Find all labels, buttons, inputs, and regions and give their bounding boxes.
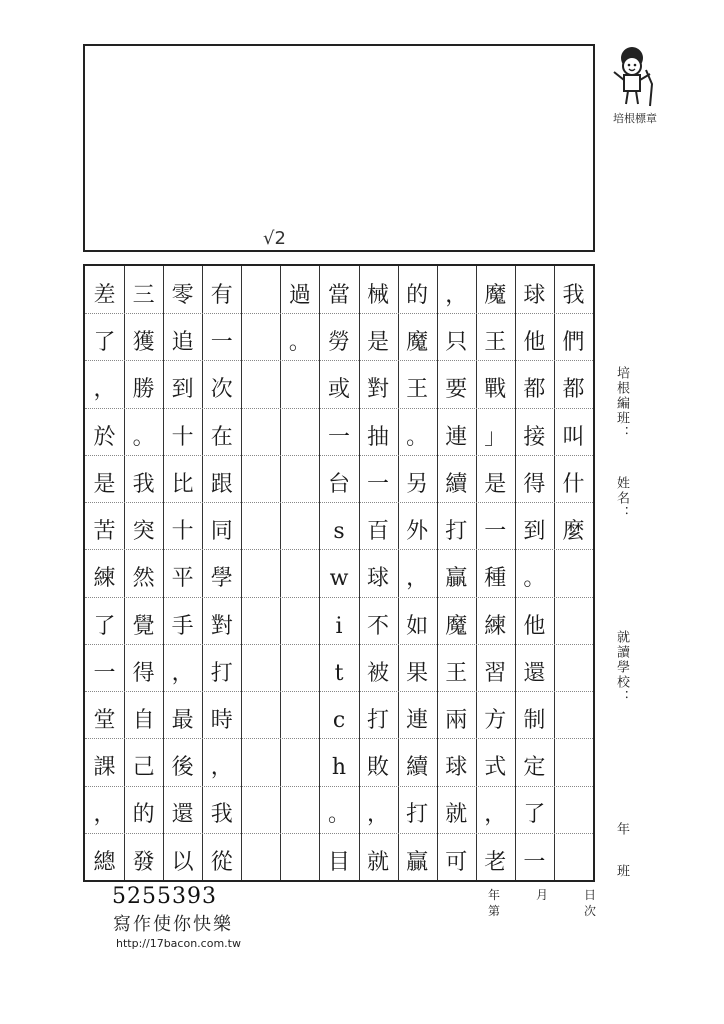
handwritten-char: ， bbox=[171, 660, 194, 686]
manuscript-column bbox=[281, 272, 319, 366]
handwritten-char: 百 bbox=[367, 519, 390, 545]
handwritten-char: ， bbox=[445, 283, 468, 308]
handwritten-char: 時 bbox=[210, 707, 233, 733]
handwritten-char: s bbox=[333, 519, 345, 545]
handwritten-char: 叫 bbox=[562, 424, 585, 450]
handwritten-char: 得 bbox=[132, 660, 155, 686]
handwritten-char: 不 bbox=[367, 613, 390, 639]
handwritten-char: 他 bbox=[523, 330, 546, 356]
handwritten-char: 打 bbox=[367, 707, 390, 733]
handwritten-char: 球 bbox=[445, 755, 468, 781]
handwritten-char: 被 bbox=[367, 660, 390, 686]
footer-number: 5255393 bbox=[112, 884, 217, 909]
handwritten-char: 獲 bbox=[132, 330, 155, 356]
handwritten-char: 他 bbox=[523, 613, 546, 639]
handwritten-char: 學 bbox=[210, 566, 233, 592]
handwritten-char: 練 bbox=[93, 566, 116, 592]
handwritten-char: t bbox=[334, 660, 344, 686]
ordinal-suffix-label: 次 bbox=[584, 904, 597, 918]
handwritten-char: 手 bbox=[171, 613, 194, 639]
handwritten-char: 以 bbox=[171, 849, 194, 875]
handwritten-char: 續 bbox=[445, 471, 468, 497]
handwritten-char: 還 bbox=[171, 802, 194, 828]
handwritten-char: 果 bbox=[406, 660, 429, 686]
name-label: 姓名： bbox=[614, 476, 629, 521]
handwritten-char: 是 bbox=[484, 471, 507, 497]
handwritten-char: w bbox=[329, 566, 349, 592]
handwritten-char: 定 bbox=[523, 755, 546, 781]
school-label: 就讀學校： bbox=[614, 630, 629, 705]
handwritten-char: 得 bbox=[523, 471, 546, 497]
handwritten-char: 十 bbox=[171, 424, 194, 450]
handwritten-char: 就 bbox=[367, 849, 390, 875]
scribble-mark: √2 bbox=[263, 228, 286, 249]
handwritten-char: 然 bbox=[132, 566, 155, 592]
handwritten-char: 打 bbox=[445, 519, 468, 545]
manuscript-column bbox=[359, 272, 397, 886]
handwritten-char: 比 bbox=[171, 471, 194, 497]
handwritten-char: 接 bbox=[523, 424, 546, 450]
handwritten-char: 魔 bbox=[484, 283, 507, 308]
handwritten-char: 一 bbox=[523, 849, 546, 875]
handwritten-char: 練 bbox=[484, 613, 507, 639]
handwritten-char: 了 bbox=[93, 613, 116, 639]
handwritten-char: 老 bbox=[484, 849, 507, 875]
handwritten-char: 總 bbox=[93, 849, 116, 875]
handwritten-char: 十 bbox=[171, 519, 194, 545]
manuscript-grid bbox=[83, 264, 595, 882]
handwritten-char: 最 bbox=[171, 707, 194, 733]
handwritten-char: 我 bbox=[132, 471, 155, 497]
handwritten-char: 械 bbox=[367, 283, 390, 308]
manuscript-column bbox=[437, 272, 475, 886]
handwritten-char: 台 bbox=[327, 471, 350, 497]
handwritten-char: 自 bbox=[132, 707, 155, 733]
boy-mascot-icon bbox=[606, 44, 658, 108]
handwritten-char: ， bbox=[484, 802, 507, 828]
top-blank-box bbox=[83, 44, 595, 252]
handwritten-char: 另 bbox=[406, 471, 429, 497]
handwritten-char: 發 bbox=[132, 849, 155, 875]
handwritten-char: 們 bbox=[562, 330, 585, 356]
manuscript-column bbox=[515, 272, 553, 886]
handwritten-char: 己 bbox=[132, 755, 155, 781]
handwritten-char: 」 bbox=[484, 424, 507, 450]
handwritten-char: ， bbox=[406, 566, 429, 592]
handwritten-char: 外 bbox=[406, 519, 429, 545]
footer-slogan: 寫作使你快樂 bbox=[113, 914, 233, 935]
handwritten-char: 王 bbox=[406, 377, 429, 403]
handwritten-char: 還 bbox=[523, 660, 546, 686]
handwritten-char: 連 bbox=[406, 707, 429, 733]
handwritten-char: 續 bbox=[406, 755, 429, 781]
handwritten-char: 或 bbox=[327, 377, 350, 403]
handwritten-char: 抽 bbox=[367, 424, 390, 450]
handwritten-char: ， bbox=[93, 802, 116, 828]
handwritten-char: c bbox=[332, 707, 346, 733]
handwritten-char: 式 bbox=[484, 755, 507, 781]
manuscript-column bbox=[164, 272, 202, 886]
handwritten-char: 什 bbox=[562, 471, 585, 497]
handwritten-char: 。 bbox=[288, 330, 311, 356]
handwritten-char: 都 bbox=[523, 377, 546, 403]
handwritten-char: 當 bbox=[327, 283, 350, 308]
handwritten-char: 敗 bbox=[367, 755, 390, 781]
handwritten-char: 打 bbox=[210, 660, 233, 686]
handwritten-char: 一 bbox=[93, 660, 116, 686]
handwritten-char: 勞 bbox=[327, 330, 350, 356]
handwritten-char: 的 bbox=[406, 283, 429, 308]
handwritten-char: 。 bbox=[406, 424, 429, 450]
ordinal-prefix-label: 第 bbox=[488, 904, 501, 918]
handwritten-char: 平 bbox=[171, 566, 194, 592]
handwritten-char: 了 bbox=[93, 330, 116, 356]
handwritten-char: 方 bbox=[484, 707, 507, 733]
handwritten-char: 的 bbox=[132, 802, 155, 828]
handwritten-char: 王 bbox=[445, 660, 468, 686]
handwritten-char: 一 bbox=[210, 330, 233, 356]
handwritten-char: 就 bbox=[445, 802, 468, 828]
handwritten-char: 魔 bbox=[445, 613, 468, 639]
footer-url[interactable]: http://17bacon.com.tw bbox=[116, 937, 241, 950]
handwritten-char: ， bbox=[367, 802, 390, 828]
handwritten-char: 我 bbox=[562, 283, 585, 308]
handwritten-char: 習 bbox=[484, 660, 507, 686]
handwritten-char: 贏 bbox=[406, 849, 429, 875]
handwritten-char: 對 bbox=[210, 613, 233, 639]
handwritten-char: 苦 bbox=[93, 519, 116, 545]
handwritten-char: 次 bbox=[210, 377, 233, 403]
handwritten-char: 一 bbox=[367, 471, 390, 497]
handwritten-char: 一 bbox=[484, 519, 507, 545]
handwritten-char: 後 bbox=[171, 755, 194, 781]
day-label: 日 bbox=[584, 888, 597, 902]
handwritten-char: 要 bbox=[445, 377, 468, 403]
handwritten-char: 堂 bbox=[93, 707, 116, 733]
handwritten-char: 突 bbox=[132, 519, 155, 545]
manuscript-column bbox=[203, 272, 241, 886]
handwritten-char: 麼 bbox=[562, 519, 585, 545]
month-label: 月 bbox=[536, 888, 549, 902]
handwritten-char: i bbox=[335, 613, 343, 639]
handwritten-char: 可 bbox=[445, 849, 468, 875]
class-unit-label: 班 bbox=[614, 864, 629, 879]
handwritten-char: 戰 bbox=[484, 377, 507, 403]
handwritten-char: 我 bbox=[210, 802, 233, 828]
handwritten-char: 同 bbox=[210, 519, 233, 545]
manuscript-column bbox=[476, 272, 514, 886]
handwritten-char: ， bbox=[93, 377, 116, 403]
manuscript-column bbox=[398, 272, 436, 886]
handwritten-char: 零 bbox=[171, 283, 194, 308]
handwritten-char: 種 bbox=[484, 566, 507, 592]
grid-column-line bbox=[241, 266, 242, 880]
handwritten-char: 連 bbox=[445, 424, 468, 450]
grade-label: 年 bbox=[614, 822, 629, 837]
handwritten-char: 過 bbox=[288, 283, 311, 308]
handwritten-char: 於 bbox=[93, 424, 116, 450]
handwritten-char: 一 bbox=[327, 424, 350, 450]
handwritten-char: 王 bbox=[484, 330, 507, 356]
handwritten-char: 課 bbox=[93, 755, 116, 781]
handwritten-char: h bbox=[331, 755, 347, 781]
handwritten-char: ， bbox=[210, 755, 233, 781]
handwritten-char: 球 bbox=[523, 283, 546, 308]
handwritten-char: 覺 bbox=[132, 613, 155, 639]
handwritten-char: 打 bbox=[406, 802, 429, 828]
handwritten-char: 是 bbox=[93, 471, 116, 497]
handwritten-char: 了 bbox=[523, 802, 546, 828]
stamp-label: 培根標章 bbox=[613, 112, 657, 125]
handwritten-char: 兩 bbox=[445, 707, 468, 733]
handwritten-char: 。 bbox=[327, 802, 350, 828]
handwritten-char: 是 bbox=[367, 330, 390, 356]
handwritten-char: 對 bbox=[367, 377, 390, 403]
year-label: 年 bbox=[488, 888, 501, 902]
handwritten-char: 。 bbox=[523, 566, 546, 592]
handwritten-char: 從 bbox=[210, 849, 233, 875]
handwritten-char: 追 bbox=[171, 330, 194, 356]
handwritten-char: 球 bbox=[367, 566, 390, 592]
handwritten-char: 如 bbox=[406, 613, 429, 639]
handwritten-char: 到 bbox=[171, 377, 194, 403]
handwritten-char: 都 bbox=[562, 377, 585, 403]
handwritten-char: 差 bbox=[93, 283, 116, 308]
handwritten-char: 三 bbox=[132, 283, 155, 308]
handwritten-char: 贏 bbox=[445, 566, 468, 592]
handwritten-char: 制 bbox=[523, 707, 546, 733]
handwritten-char: 跟 bbox=[210, 471, 233, 497]
manuscript-column bbox=[320, 272, 358, 886]
manuscript-column bbox=[86, 272, 124, 886]
handwritten-char: 只 bbox=[445, 330, 468, 356]
handwritten-char: 有 bbox=[210, 283, 233, 308]
handwritten-char: 。 bbox=[132, 424, 155, 450]
handwritten-char: 魔 bbox=[406, 330, 429, 356]
manuscript-column bbox=[125, 272, 163, 886]
class-label: 培根編班： bbox=[614, 366, 629, 441]
handwritten-char: 目 bbox=[327, 849, 350, 875]
handwritten-char: 勝 bbox=[132, 377, 155, 403]
handwritten-char: 在 bbox=[210, 424, 233, 450]
manuscript-column bbox=[554, 272, 592, 555]
handwritten-char: 到 bbox=[523, 519, 546, 545]
